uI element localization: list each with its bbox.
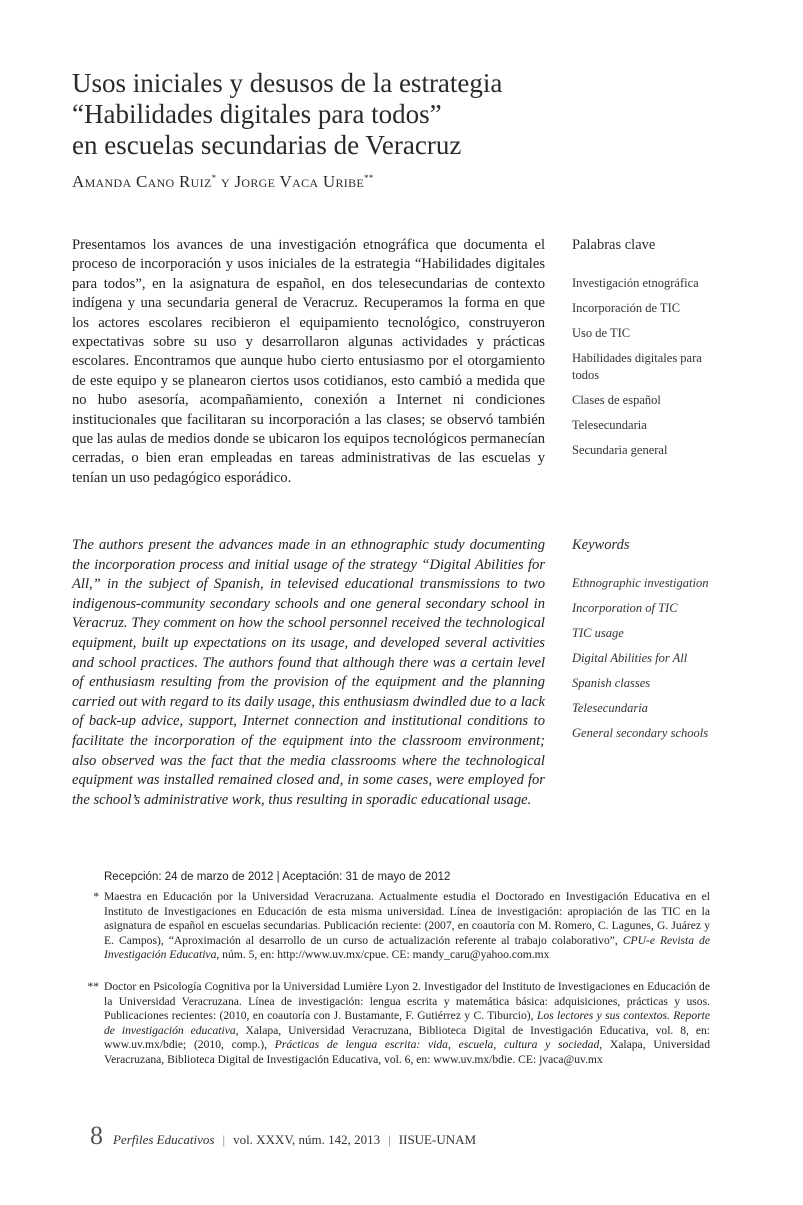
footnote-2-book-2: Prácticas de lengua escrita: vida, escuela, cultura y sociedad, <box>274 1038 603 1052</box>
accepted-label: Aceptación: <box>282 871 343 883</box>
title-line-2: “Habilidades digitales para todos” <box>72 99 442 129</box>
abstract-english: The authors present the advances made in an ethnographic study documenting the incorporation process and initial usage of the strategy “Digital Abilities for All,” in the subject of Spanish, in televised educational transmissions to two indigenous-community secondary schools and one general secondary school in Veracruz. They comment on how the school personnel received the technological equipment, built up expectations on its usage, and developed several activities and school practices. The authors found that although there was a certain level of enthusiasm resulting from the provision of the equipment and the planning carried out with regard to its daily usage, this enthusiasm dwindled due to a lack of back-up advice, support, Internet connection and institutional conditions to facilitate the incorporation of the equipment into the classroom environment; also observed was the fact that the media classrooms where the technological equipment was installed remained closed and, in some cases, were employed for the school’s administrative work, thus resulting in sporadic educational usage. <box>72 537 545 808</box>
author-conjunction: y <box>220 172 230 191</box>
footnote-1-journal: CPU-e Revista de Investigación Educativa <box>104 933 711 962</box>
keywords-spanish <box>572 237 722 467</box>
footnote-author-2 <box>87 980 711 1068</box>
article-title <box>72 68 632 161</box>
author-mark-2: ** <box>364 173 374 183</box>
keyword-en-item: Telesecundaria <box>572 701 648 715</box>
page-number: 8 <box>90 1121 103 1150</box>
keyword-en-item: TIC usage <box>572 626 624 640</box>
publisher: IISUE-UNAM <box>398 1132 477 1147</box>
author-line <box>72 172 672 192</box>
footnote-2-text-mid: , Xalapa, Universidad Veracruzana, Biblioteca Digital de Investigación Educativa, vol. 8, en: www.uv.mx/bdie; (2010, comp.), <box>104 1023 710 1052</box>
keyword-es-item: Incorporación de TIC <box>572 301 681 315</box>
keyword-en-item: Incorporation of TIC <box>572 601 678 615</box>
keyword-es-item: Telesecundaria <box>572 417 647 432</box>
keyword-es-item: Investigación etnográfica <box>572 276 699 290</box>
page-footer <box>90 1121 730 1151</box>
keyword-es-item: Secundaria general <box>572 442 668 457</box>
journal-name: Perfiles Educativos <box>113 1132 215 1147</box>
keyword-es-item: Habilidades digitales para todos <box>572 351 702 382</box>
footer-separator: | <box>222 1132 226 1147</box>
journal-volume: vol. XXXV, núm. 142, 2013 <box>233 1132 381 1147</box>
keywords-english-list <box>572 575 722 742</box>
footnote-1-text: Maestra en Educación por la Universidad Veracruzana. Actualmente estudia el Doctorado en Investigación Educativa en el Instituto de Investigaciones en Educación de esta misma universidad. Línea de investigación: apropiación de las TIC en la asignatura de español en escuelas secundarias. Publicación reciente: (2007, en coautoría con M. Romero, C. Lagunes, G. Juárez y E. Campos), “Aproximación al desarrollo de un curso de actualización referente al trabajo colaborativo”, <box>104 890 710 947</box>
keyword-en-item: General secondary schools <box>572 726 709 740</box>
dates-divider: | <box>276 871 280 883</box>
title-line-1: Usos iniciales y desusos de la estrategia <box>72 68 503 98</box>
author-name-2: Jorge Vaca Uribe <box>234 172 364 191</box>
footnote-mark-2: ** <box>87 980 99 993</box>
footnote-1-text-end: , núm. 5, en: http://www.uv.mx/cpue. CE: mandy_caru@yahoo.com.mx <box>216 948 550 962</box>
footer-separator: | <box>388 1132 391 1147</box>
keywords-spanish-heading: Palabras clave <box>572 237 656 253</box>
footnote-author-1 <box>93 890 711 963</box>
accepted-date: 31 de mayo de 2012 <box>345 871 451 883</box>
keyword-en-item: Spanish classes <box>572 676 651 690</box>
footnote-2-text-end: Xalapa, Universidad Veracruzana, Biblioteca Digital de Investigación Educativa, vol. 6, en: www.uv.mx/bdie. CE: jvaca@uv.mx <box>104 1038 710 1066</box>
footnote-mark-1: * <box>93 890 99 903</box>
submission-dates <box>104 871 704 883</box>
keyword-en-item: Ethnographic investigation <box>572 576 709 590</box>
title-line-3: en escuelas secundarias de Veracruz <box>72 130 462 160</box>
keyword-es-item: Uso de TIC <box>572 326 631 340</box>
keywords-english-heading: Keywords <box>572 537 630 553</box>
received-date: 24 de marzo de 2012 <box>164 871 274 883</box>
keyword-es-item: Clases de español <box>572 392 661 407</box>
author-mark-1: * <box>211 173 217 183</box>
keywords-spanish-list <box>572 275 722 458</box>
author-name-1: Amanda Cano Ruiz <box>72 172 212 191</box>
received-label: Recepción: <box>104 871 162 883</box>
keywords-english <box>572 537 722 750</box>
footnote-2-book-1: Los lectores y sus contextos. Reporte de investigación educativa <box>104 1009 711 1037</box>
abstract-spanish: Presentamos los avances de una investigación etnográfica que documenta el proceso de incorporación y usos iniciales de la estrategia “Habilidades digitales para todos”, en la asignatura de español, en dos telesecundarias de contexto indígena y una secundaria general de Veracruz. Recuperamos la forma en que los actores escolares recibieron el equipamiento tecnológico, construyeron expectativas sobre su uso y desarrollaron algunas actividades y prácticas escolares. Encontramos que aunque hubo cierto entusiasmo por el otorgamiento de este equipo y se planearon ciertos usos cotidianos, esto cambió a medida que no hubo asesoría, acompañamiento, conexión a Internet ni condiciones institucionales que facilitaran su incorporación a las clases; se observó también que las aulas de medios donde se ubicaron los equipos tecnológicos permanecían cerradas, o bien eran empleadas en tareas administrativas de las escuelas y tenían un uso pedagógico esporádico. <box>72 237 545 486</box>
footnote-2-text: Doctor en Psicología Cognitiva por la Universidad Lumière Lyon 2. Investigador del Instituto de Investigaciones en Educación de la Universidad Veracruzana. Línea de investigación: lengua escrita y matemática básica: adquisiciones, prácticas y usos. Publicaciones recientes: (2010, en coautoría con J. Bustamante, F. Gutiérrez y C. Tiburcio), <box>104 980 710 1023</box>
keyword-en-item: Digital Abilities for All <box>572 651 688 665</box>
